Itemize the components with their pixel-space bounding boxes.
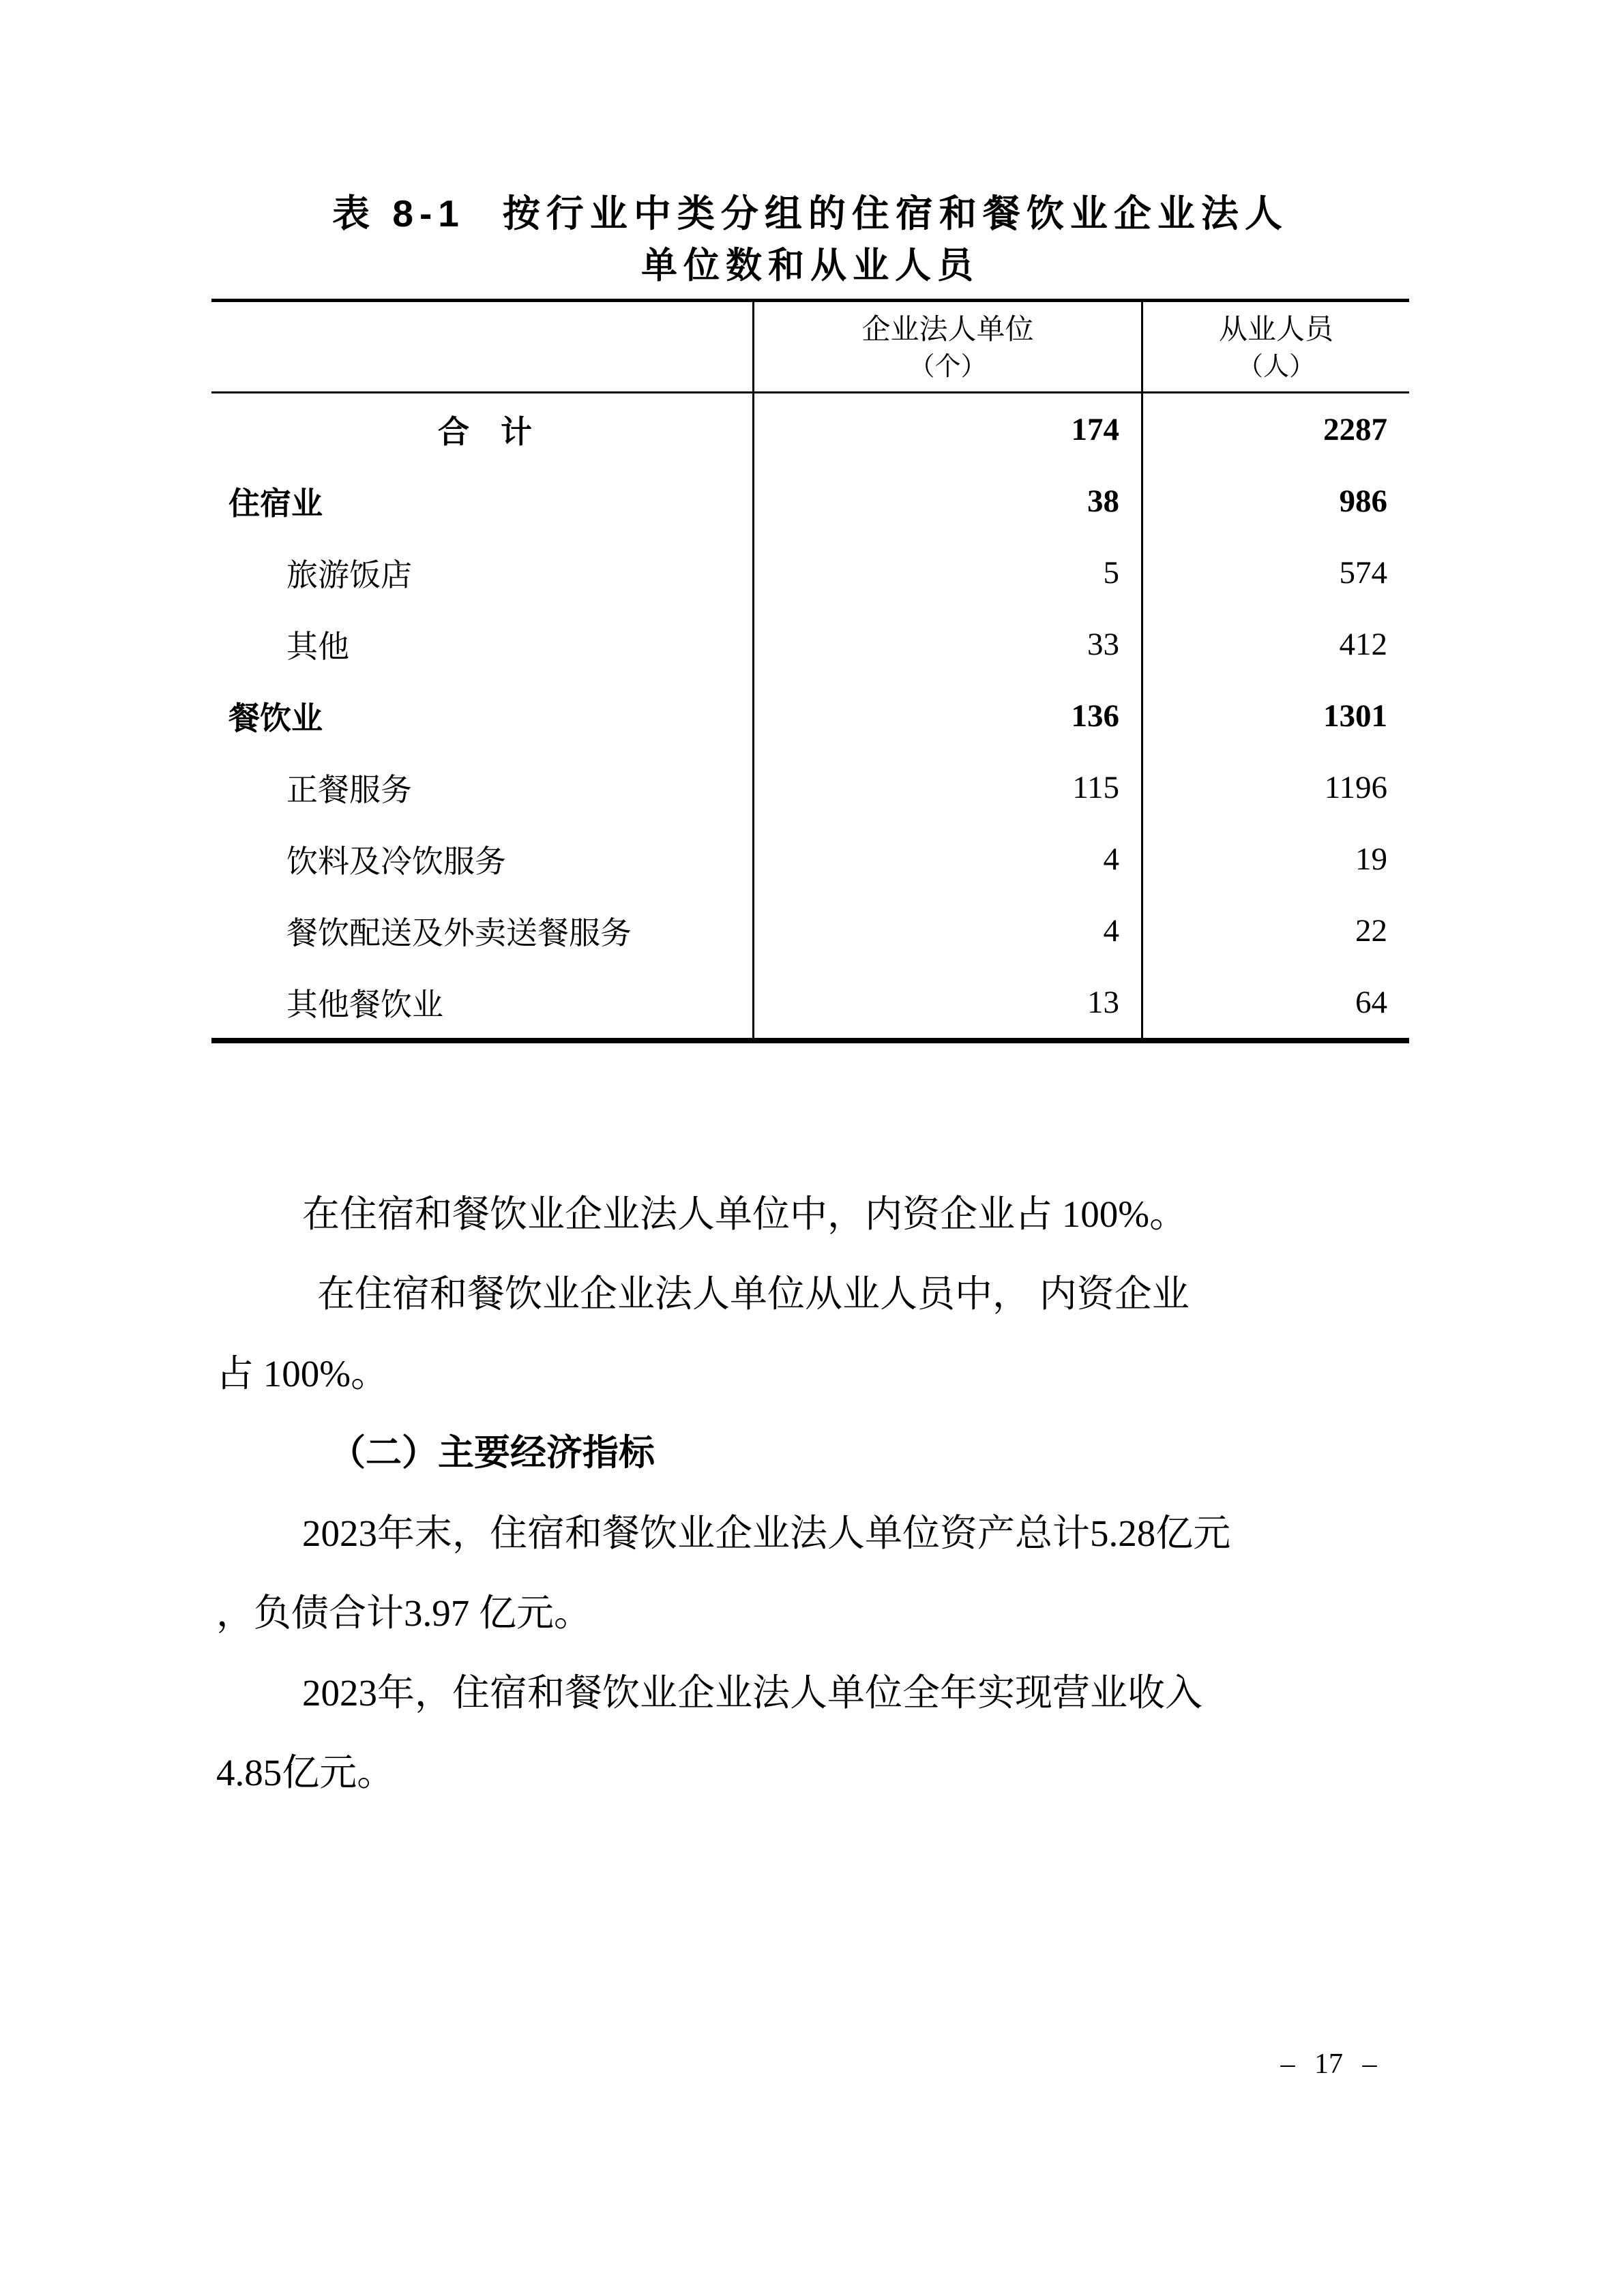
- table-row-tourist-hotel: [211, 537, 1409, 608]
- table-caption-line1: [211, 185, 1409, 241]
- table-row-delivery-takeout: [211, 895, 1409, 966]
- row-units-value: 33: [752, 608, 1141, 680]
- table-caption: [211, 185, 1409, 290]
- row-label: 旅游饭店: [286, 557, 412, 593]
- header-units-unit: （个）: [909, 352, 987, 381]
- row-persons-value: 22: [1141, 895, 1409, 966]
- table-row-accommodation-other: [211, 608, 1409, 680]
- header-units-cell: [752, 302, 1141, 393]
- row-units-value: 115: [752, 751, 1141, 823]
- body-text: [216, 1174, 1411, 1813]
- table-row-full-meal-service: [211, 751, 1409, 823]
- table-body: [211, 393, 1409, 1038]
- row-persons-value: 412: [1141, 608, 1409, 680]
- header-stub-cell: [211, 302, 752, 393]
- row-label: 正餐服务: [286, 772, 412, 807]
- table-row-catering: [211, 680, 1409, 751]
- row-units-value: 13: [752, 966, 1141, 1038]
- row-persons-value: 574: [1141, 537, 1409, 608]
- table-row-catering-other: [211, 966, 1409, 1038]
- row-persons-value: 2287: [1141, 393, 1409, 465]
- industry-stat-table: [211, 299, 1409, 1043]
- row-units-value: 38: [752, 465, 1141, 537]
- section-heading-economic-indicators: （二）主要经济指标: [329, 1433, 655, 1473]
- row-units-value: 4: [752, 823, 1141, 895]
- table-header-row: [211, 302, 1409, 393]
- paragraph-assets-line2: ，负债合计3.97 亿元。: [216, 1592, 592, 1634]
- table-row-total: [211, 393, 1409, 465]
- page-number: – 17 –: [1280, 2048, 1377, 2080]
- row-label: 其他餐饮业: [286, 987, 443, 1022]
- paragraph-domestic-staff-line1: 在住宿和餐饮业企业法人单位从业人员中， 内资企业: [317, 1273, 1190, 1315]
- row-persons-value: 986: [1141, 465, 1409, 537]
- header-persons-title: 从业人员: [1218, 314, 1333, 346]
- table-caption-title: 按行业中类分组的住宿和餐饮业企业法人: [502, 192, 1288, 235]
- row-label: 餐饮业: [228, 700, 323, 736]
- table-caption-number: 表 8-1: [332, 192, 465, 235]
- row-units-value: 136: [752, 680, 1141, 751]
- row-units-value: 5: [752, 537, 1141, 608]
- row-persons-value: 1196: [1141, 751, 1409, 823]
- paragraph-domestic-units: 在住宿和餐饮业企业法人单位中，内资企业占 100%。: [302, 1193, 1187, 1235]
- table-caption-line2: 单位数和从业人员: [641, 245, 979, 286]
- row-persons-value: 64: [1141, 966, 1409, 1038]
- paragraph-revenue-line1: 2023年，住宿和餐饮业企业法人单位全年实现营业收入: [302, 1672, 1203, 1714]
- row-persons-value: 19: [1141, 823, 1409, 895]
- row-label: 饮料及冷饮服务: [286, 844, 506, 879]
- table-row-beverage-service: [211, 823, 1409, 895]
- row-persons-value: 1301: [1141, 680, 1409, 751]
- paragraph-domestic-staff-line2: 占 100%。: [216, 1353, 389, 1395]
- paragraph-assets-line1: 2023年末，住宿和餐饮业企业法人单位资产总计5.28亿元: [302, 1512, 1231, 1554]
- header-persons-cell: [1141, 302, 1409, 393]
- row-label: 住宿业: [228, 486, 323, 521]
- header-persons-unit: （人）: [1237, 352, 1315, 381]
- header-units-title: 企业法人单位: [861, 314, 1034, 346]
- table-row-accommodation: [211, 465, 1409, 537]
- row-label: 餐饮配送及外卖送餐服务: [286, 915, 632, 951]
- row-label: 其他: [286, 629, 349, 664]
- row-units-value: 174: [752, 393, 1141, 465]
- row-label: 合 计: [438, 414, 532, 449]
- paragraph-revenue-line2: 4.85亿元。: [216, 1752, 395, 1793]
- row-units-value: 4: [752, 895, 1141, 966]
